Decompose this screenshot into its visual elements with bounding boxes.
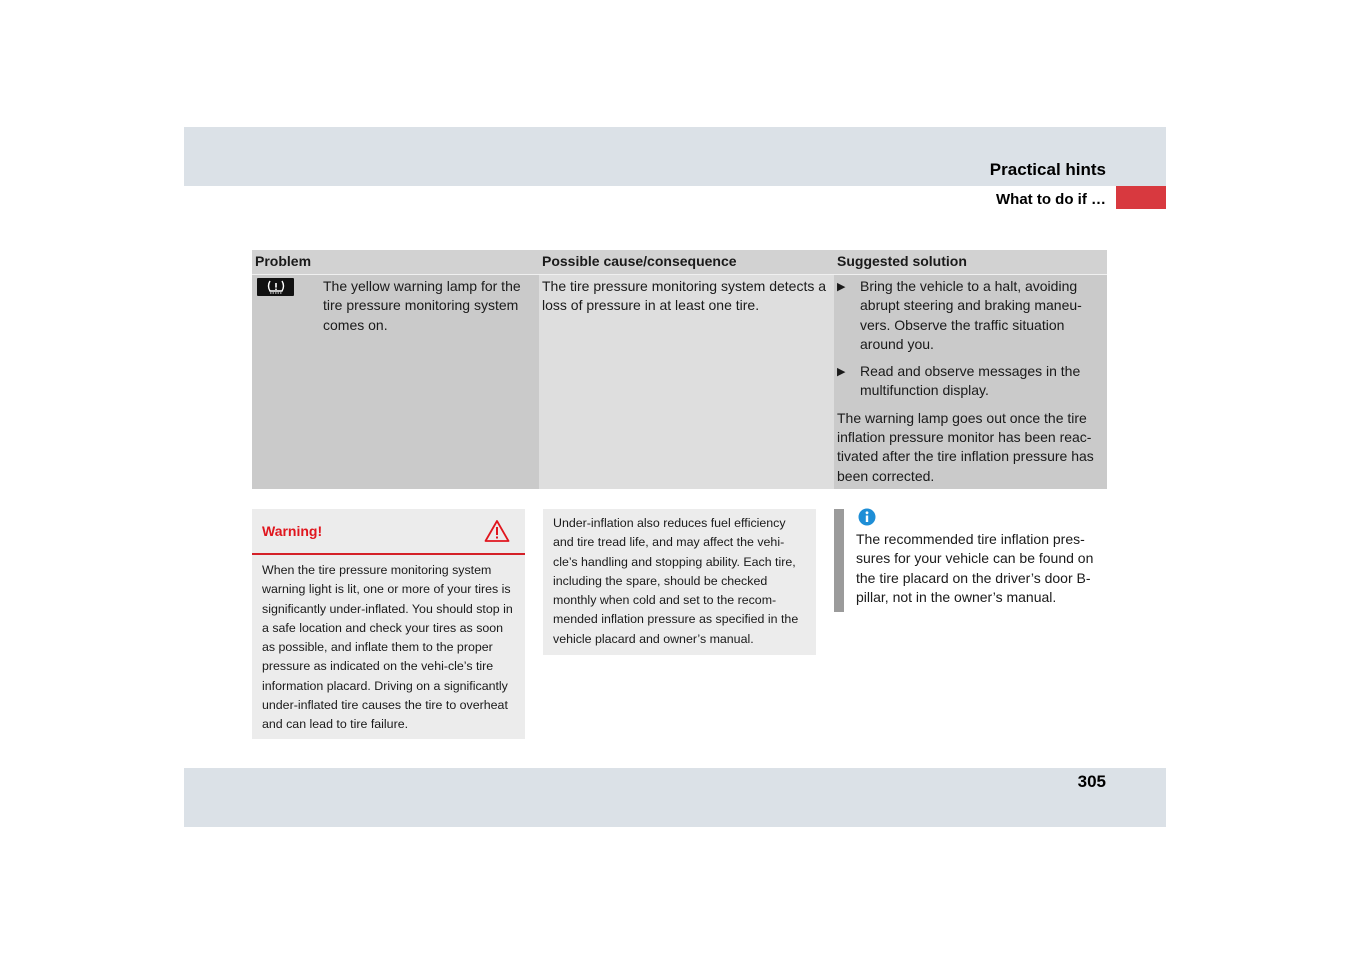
- solution-step-text: Bring the vehicle to a halt, avoiding abrupt steering and braking maneu-vers. Observe the traffic situation around you.: [860, 278, 1082, 352]
- column-header-problem: Problem: [252, 250, 539, 275]
- page-number: 305: [1077, 772, 1106, 791]
- chapter-tab-marker: [1116, 186, 1166, 209]
- solution-cell: [834, 275, 1107, 489]
- troubleshooting-table: [252, 250, 1107, 489]
- section-subtitle: What to do if …: [996, 191, 1106, 208]
- note-box: Under-inflation also reduces fuel efficiency and tire tread life, and may affect the vehi-cle’s handling and stopping ability. Each tire, including the spare, should be checked monthly when cold and set to the recom-mended inflation pressure as specified in the vehicle placard and owner’s manual.: [543, 509, 816, 655]
- problem-text: The yellow warning lamp for the tire pressure monitoring system comes on.: [323, 278, 521, 333]
- tire-pressure-warning-lamp-icon: [257, 278, 294, 296]
- cause-cell: [539, 275, 834, 489]
- section-title: Practical hints: [989, 160, 1106, 179]
- solution-note: The warning lamp goes out once the tire inflation pressure monitor has been reac-tivated after the tire inflation pressure has been corrected.: [837, 409, 1094, 484]
- solution-step-text: Read and observe messages in the multifunction display.: [860, 363, 1081, 399]
- solution-step: [837, 362, 1104, 401]
- column-header-solution: Suggested solution: [834, 250, 1107, 275]
- table-row: [252, 275, 1107, 489]
- warning-box: [252, 509, 525, 739]
- footer-band: [184, 768, 1166, 827]
- bullet-arrow-icon: ▶: [837, 366, 846, 379]
- warning-body: When the tire pressure monitoring system warning light is lit, one or more of your tires is significantly under-inflated. You should stop in a safe location and check your tires as soon as possible, and inflate them to the proper pressure as indicated on the vehi-cle’s tire information placard. Driving on a significantly under-inflated tire causes the tire to overheat and can lead to tire failure.: [262, 563, 513, 732]
- solution-step: [837, 277, 1104, 354]
- warning-header: [252, 509, 525, 555]
- cause-text: The tire pressure monitoring system detects a loss of pressure in at least one tire.: [542, 278, 827, 314]
- info-text: The recommended tire inflation pres-sures for your vehicle can be found on the tire placard on the driver’s door B-pillar, not in the owner’s manual.: [856, 531, 1094, 605]
- warning-triangle-icon: [484, 519, 510, 548]
- table-header-row: [252, 250, 1107, 275]
- info-side-bar: [834, 509, 844, 612]
- bullet-arrow-icon: ▶: [837, 281, 846, 293]
- info-icon: [858, 508, 876, 531]
- problem-cell: [252, 275, 539, 489]
- column-header-cause: Possible cause/consequence: [539, 250, 834, 275]
- warning-title: Warning!: [262, 523, 323, 539]
